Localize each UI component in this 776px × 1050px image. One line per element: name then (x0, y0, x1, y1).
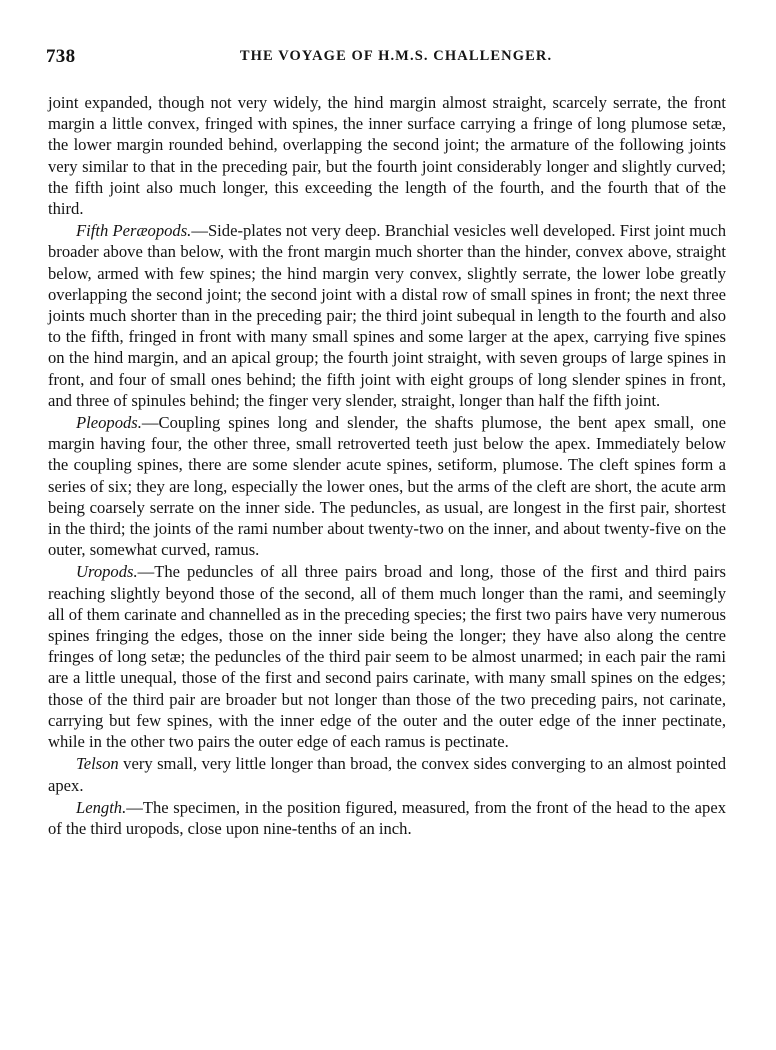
paragraph-text: very small, very little longer than broad, the convex sides converging to an almost pointed apex. (48, 754, 726, 795)
paragraph-length (48, 797, 726, 839)
paragraph-heading: Telson (76, 754, 119, 774)
paragraph-text: —The peduncles of all three pairs broad and long, those of the first and third pairs reaching slightly beyond those of the second, all of them much longer than the rami, and seemingly all of them carinate and channelled as in the preceding species; the first two pairs have very numerous spines fringing the edges, those on the inner side being the longer; they have also along the centre fringes of long setæ; the peduncles of the third pair seem to be almost unarmed; in each pair the rami are a little unequal, those of the first and second pairs carinate, with many small spines on the edges; those of the third pair are broader but not longer than those of the two preceding pairs, not carinate, carrying but few spines, with the inner edge of the outer and the outer edge of the inner pectinate, while in the other two pairs the outer edge of each ramus is pectinate. (48, 562, 726, 752)
paragraph-telson (48, 753, 726, 795)
paragraph-text: joint expanded, though not very widely, the hind margin almost straight, scarcely serrate, the front margin a little convex, fringed with spines, the inner surface carrying a fringe of long plumose setæ, the lower margin rounded behind, overlapping the second joint; the armature of the following joints very similar to that in the preceding pair, but the fourth joint considerably longer and slightly curved; the fifth joint also much longer, this exceeding the length of the fourth, and the fourth that of the third. (48, 93, 726, 219)
paragraph-heading: Uropods. (76, 562, 138, 582)
page-number: 738 (46, 46, 76, 67)
paragraph-pleopods (48, 412, 726, 560)
paragraph-heading: Fifth Peræopods. (76, 221, 192, 241)
paragraph-text: —The specimen, in the position figured, measured, from the front of the head to the apex of the third uropods, close upon nine-tenths of an inch. (48, 797, 726, 838)
body-text (48, 92, 726, 840)
paragraph-continuation (48, 92, 726, 219)
paragraph-heading: Length. (76, 797, 127, 817)
paragraph-text: —Coupling spines long and slender, the shafts plumose, the bent apex small, one margin having four, the other three, small retroverted teeth just below the apex. Immediately below the coupling spines, there are some slender acute spines, setiform, plumose. The cleft spines form a series of six; they are long, especially the lower ones, but the arms of the cleft are short, the acute arm being coarsely serrate on the inner side. The peduncles, as usual, are longest in the first pair, shortest in the third; the joints of the rami number about twenty-two on the inner, and about twenty-five on the outer, somewhat curved, ramus. (48, 413, 726, 560)
paragraph-text: —Side-plates not very deep. Branchial vesicles well developed. First joint much broader above than below, with the front margin much shorter than the hinder, convex above, straight below, armed with few spines; the hind margin very convex, slightly serrate, the lower lobe greatly overlapping the second joint; the second joint with a distal row of small spines in front; the next three joints much shorter than in the preceding pair; the third joint subequal in length to the fourth and also to the fifth, fringed in front with many small spines and some larger at the apex, carrying five spines on the hind margin, and an apical group; the fourth joint straight, with seven groups of large spines in front, and four of small ones behind; the fifth joint with eight groups of long slender spines in front, and three of spinules behind; the finger very slender, straight, longer than half the fifth joint. (48, 221, 726, 410)
page-header (46, 46, 726, 70)
paragraph-uropods (48, 561, 726, 752)
running-title: THE VOYAGE OF H.M.S. CHALLENGER. (239, 48, 553, 64)
paragraph-fifth-peraeopods (48, 220, 726, 411)
paragraph-heading: Pleopods. (76, 413, 142, 433)
